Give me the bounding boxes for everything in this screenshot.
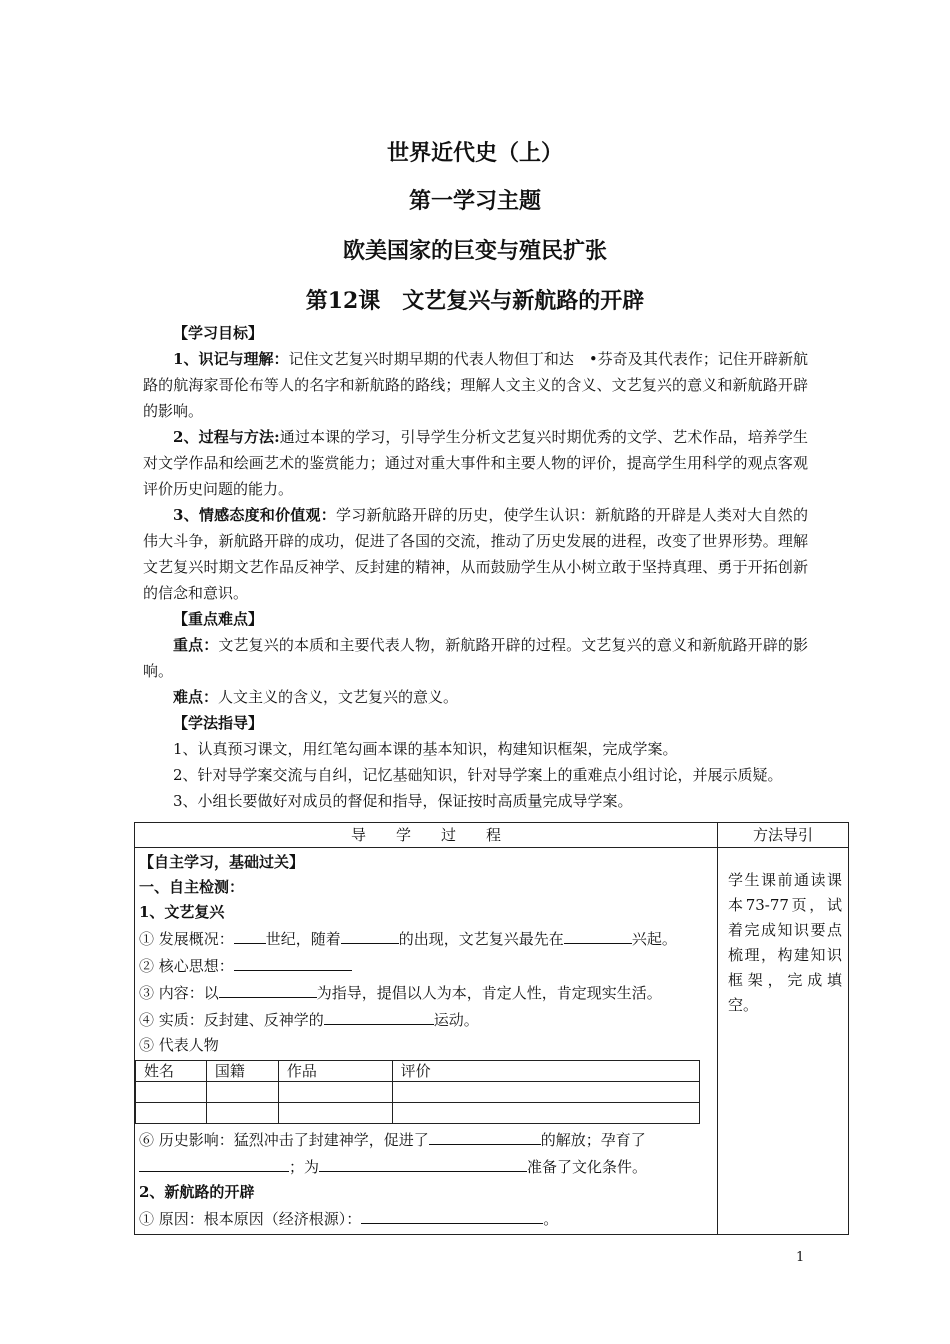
- objectives-section: [143, 320, 808, 814]
- blank-guidance[interactable]: [219, 979, 317, 998]
- objective-1-label: 1、识记与理解：: [173, 350, 289, 368]
- focus-text: 文艺复兴的本质和主要代表人物，新航路开辟的过程。文艺复兴的意义和新航路开辟的影响。: [143, 636, 808, 680]
- topic-renaissance: 1、文艺复兴: [139, 903, 225, 921]
- item-overview-text-b: 世纪，随着: [265, 930, 341, 948]
- col-evaluation: 评价: [392, 1061, 699, 1082]
- item-impact: [139, 1126, 713, 1153]
- method-heading: 【学法指导】: [173, 714, 264, 732]
- keypoints-heading: 【重点难点】: [173, 610, 264, 628]
- cell[interactable]: [278, 1103, 392, 1124]
- cell[interactable]: [278, 1082, 392, 1103]
- objectives-heading: 【学习目标】: [173, 324, 264, 342]
- representatives-table: [135, 1060, 700, 1124]
- topic-new-routes: 2、新航路的开辟: [139, 1183, 255, 1201]
- item-content: [139, 979, 713, 1006]
- item-essence: [139, 1006, 713, 1033]
- focus-label: 重点：: [173, 636, 219, 654]
- item-overview-text-c: 的出现，文艺复兴最先在: [398, 930, 564, 948]
- blank-movement[interactable]: [324, 1006, 434, 1025]
- process-content: [135, 848, 718, 1235]
- theme-title: 第一学习主题: [408, 188, 541, 214]
- item-overview-label: ① 发展概况：: [139, 930, 234, 948]
- difficulty-point: [143, 684, 808, 710]
- item-cause-label: ① 原因：根本原因（经济根源）：: [139, 1210, 362, 1228]
- cell[interactable]: [206, 1103, 278, 1124]
- cell[interactable]: [392, 1082, 699, 1103]
- objective-3-label: 3、情感态度和价值观：: [173, 506, 336, 524]
- item-content-text: 为指导，提倡以人为本，肯定人性，肯定现实生活。: [316, 984, 662, 1002]
- item-essence-label: ④ 实质：反封建、反神学的: [139, 1011, 324, 1029]
- process-header: 导 学 过 程: [135, 823, 718, 848]
- col-works: 作品: [278, 1061, 392, 1082]
- item-core-label: ② 核心思想：: [139, 957, 234, 975]
- blank-core-idea[interactable]: [234, 952, 352, 971]
- item-content-label: ③ 内容：以: [139, 984, 219, 1002]
- method-2: 2、针对导学案交流与自纠，记忆基础知识，针对导学案上的重难点小组讨论，并展示质疑。: [173, 766, 783, 784]
- table-row: [136, 1103, 700, 1124]
- item-essence-text: 运动。: [433, 1011, 479, 1029]
- cell[interactable]: [392, 1103, 699, 1124]
- guide-header: 方法导引: [718, 823, 849, 848]
- page-number: 1: [796, 1250, 805, 1265]
- blank-cause[interactable]: [361, 1205, 543, 1224]
- objective-3-text: 学习新航路开辟的历史，使学生认识：新航路的开辟是人类对大自然的伟大斗争，新航路开辟的成功，促进了各国的交流，推动了历史发展的进程，改变了世界形势。理解文艺复兴时期文艺作品反神学、反封建的精神，从而鼓励学生从小树立敢于坚持真理、勇于开拓创新的信念和意识。: [143, 506, 808, 602]
- guide-text: 学生课前通读课本73-77页，试着完成知识要点梳理，构建知识框架，完成填空。: [728, 871, 842, 1014]
- lesson-title: 第12课 文艺复兴与新航路的开辟: [305, 288, 645, 314]
- blank-liberation[interactable]: [429, 1126, 541, 1145]
- table-row: [136, 1082, 700, 1103]
- item-impact-text-d: 准备了文化条件。: [527, 1158, 648, 1176]
- item-cause-end: 。: [543, 1210, 559, 1228]
- cell[interactable]: [136, 1082, 207, 1103]
- difficulty-text: 人文主义的含义，文艺复兴的意义。: [218, 688, 459, 706]
- difficulty-label: 难点：: [173, 688, 219, 706]
- self-check-heading: 一、自主检测：: [139, 878, 245, 896]
- method-1: 1、认真预习课文，用红笔勾画本课的基本知识，构建知识框架，完成学案。: [173, 740, 678, 758]
- col-nationality: 国籍: [206, 1061, 278, 1082]
- blank-fostered[interactable]: [139, 1153, 289, 1172]
- item-impact-text-b: 的解放；孕育了: [540, 1131, 646, 1149]
- method-3: 3、小组长要做好对成员的督促和指导，保证按时高质量完成导学案。: [173, 792, 633, 810]
- item-overview-text-d: 兴起。: [631, 930, 677, 948]
- objective-3: [143, 502, 808, 606]
- blank-prepared[interactable]: [319, 1153, 527, 1172]
- objective-2-label: 2、过程与方法:: [173, 428, 280, 446]
- study-process-table: [134, 822, 849, 1235]
- cell[interactable]: [206, 1082, 278, 1103]
- item-representatives: ⑤ 代表人物: [139, 1036, 219, 1054]
- col-name: 姓名: [136, 1061, 207, 1082]
- item-impact-cont: [139, 1153, 713, 1180]
- item-cause: [139, 1205, 713, 1232]
- blank-century[interactable]: [234, 925, 266, 944]
- objective-1: [143, 346, 808, 424]
- item-core-idea: [139, 952, 713, 979]
- objective-2-text: 通过本课的学习，引导学生分析文艺复兴时期优秀的文学、艺术作品，培养学生对文学作品和绘画艺术的鉴赏能力；通过对重大事件和主要人物的评价，提高学生用科学的观点客观评价历史问题的能力。: [143, 428, 808, 498]
- blank-origin[interactable]: [564, 925, 632, 944]
- section-heading: 【自主学习，基础过关】: [139, 853, 305, 871]
- objective-1-text: 记住文艺复兴时期早期的代表人物但丁和达 •芬奇及其代表作；记住开辟新航路的航海家哥伦布等人的名字和新航路的路线；理解人文主义的含义、文艺复兴的意义和新航路开辟的影响。: [143, 350, 808, 420]
- objective-2: [143, 424, 808, 502]
- theme-subtitle: 欧美国家的巨变与殖民扩张: [342, 238, 607, 264]
- cell[interactable]: [136, 1103, 207, 1124]
- guide-cell: [718, 848, 849, 1235]
- item-overview: [139, 925, 713, 952]
- item-impact-text-a: ⑥ 历史影响：猛烈冲击了封建神学，促进了: [139, 1131, 429, 1149]
- focus-point: [143, 632, 808, 684]
- item-impact-text-c: ；为: [289, 1158, 320, 1176]
- course-title: 世界近代史（上）: [386, 140, 563, 166]
- blank-emergence[interactable]: [341, 925, 399, 944]
